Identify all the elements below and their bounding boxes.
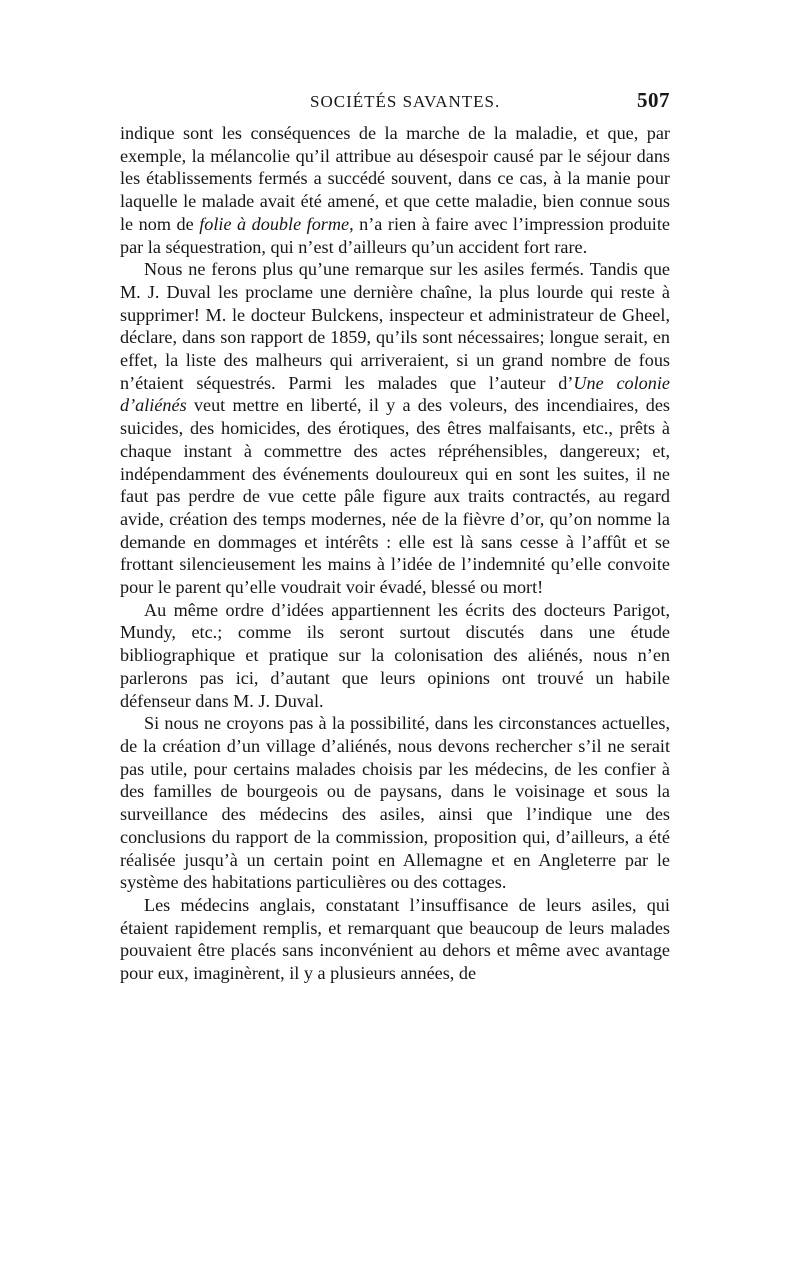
text-run: Les médecins anglais, constatant l’insuffisance de leurs asiles, qui étaient rapidement remplis, et remarquant que beaucoup de leurs malades pouvaient être placés sans inconvénient au dehors et même avec avantage pour eux, imaginèrent, il y a plusieurs années, de <box>120 894 670 984</box>
paragraph <box>120 599 670 713</box>
page-number: 507 <box>637 88 670 112</box>
text-run: indique sont les conséquences de la marche de la maladie, et que, par exemple, la mélancolie qu’il attribue au désespoir causé par le séjour dans les établissements fermés a succédé souvent, dans ce cas, à la manie pour laquelle le malade avait été amené, et que cette maladie, bien connue sous le nom de <box>120 123 670 234</box>
running-head <box>120 88 670 122</box>
italic-title: Une colonie d’aliénés <box>120 372 670 416</box>
book-page <box>120 88 670 985</box>
running-title: SOCIÉTÉS SAVANTES. <box>310 92 501 111</box>
paragraph <box>120 258 670 599</box>
paragraph <box>120 894 670 985</box>
text-run: veut mettre en liberté, il y a des voleurs, des incendiaires, des suicides, des homicides, des érotiques, des êtres malfaisants, etc., prêts à chaque instant à commettre des actes répréhensibles, dangereux; et, indépendamment des événements douloureux qui en sont les suites, il ne faut pas perdre de vue cette pâle figure aux traits contractés, au regard avide, création des temps modernes, née de la fièvre d’or, qu’on nomme la demande en dommages et intérêts : elle est là sans cesse à l’affût et se frottant silencieusement les mains à l’idée de l’indemnité qu’elle convoite pour le parent qu’elle voudrait voir évadé, blessé ou mort! <box>120 395 670 598</box>
italic-title: folie à double forme <box>199 213 350 234</box>
body-text <box>120 122 670 985</box>
text-run: Au même ordre d’idées appartiennent les écrits des docteurs Parigot, Mundy, etc.; comme ils seront surtout discutés dans une étude bibliographique et pratique sur la colonisation des aliénés, nous n’en parlerons pas ici, d’autant que leurs opinions ont trouvé un habile défenseur dans M. J. Duval. <box>120 599 670 711</box>
paragraph <box>120 712 670 894</box>
text-run: Nous ne ferons plus qu’une remarque sur les asiles fermés. Tandis que M. J. Duval les proclame une dernière chaîne, la plus lourde qui reste à supprimer! M. le docteur Bulckens, inspecteur et administrateur de Gheel, déclare, dans son rapport de 1859, qu’ils sont nécessaires; longue serait, en effet, la liste des malheurs qui arriveraient, si un grand nombre de fous n’étaient séquestrés. Parmi les malades que l’auteur d’ <box>120 259 670 393</box>
text-run: , n’a rien à faire avec l’impression produite par la séquestration, qui n’est d’ailleurs qu’un accident fort rare. <box>120 213 670 257</box>
paragraph <box>120 122 670 258</box>
text-run: Si nous ne croyons pas à la possibilité, dans les circonstances actuelles, de la création d’un village d’aliénés, nous devons rechercher s’il ne serait pas utile, pour certains malades choisis par les médecins, de les confier à des familles de bourgeois ou de paysans, dans le voisinage et sous la surveillance des médecins des asiles, ainsi que l’indique une des conclusions du rapport de la commission, proposition qui, d’ailleurs, a été réalisée jusqu’à un certain point en Allemagne et en Angleterre par le système des habitations particulières ou des cottages. <box>120 713 670 893</box>
